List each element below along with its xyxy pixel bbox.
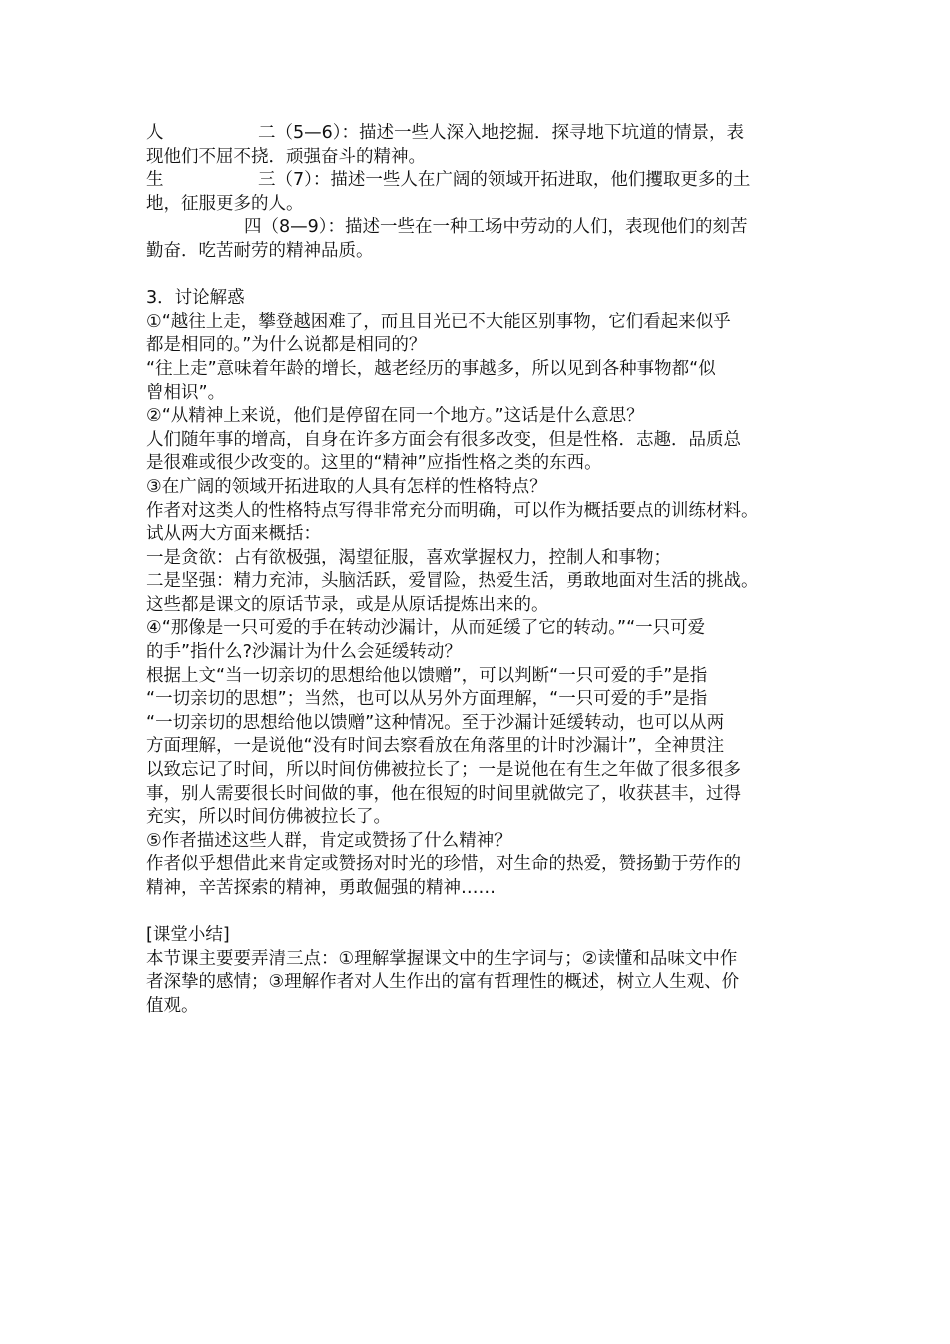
outline-part-2 xyxy=(146,122,816,146)
text-line: ②“从精神上来说，他们是停留在同一个地方。”这话是什么意思？ xyxy=(146,406,644,427)
text-line: 作者似乎想借此来肯定或赞扬对时光的珍惜，对生命的热爱，赞扬勤于劳作的 xyxy=(146,854,741,875)
text-line: 这些都是课文的原话节录，或是从原话提炼出来的。 xyxy=(146,594,549,615)
outline-side-label: 人 xyxy=(146,123,164,143)
outline-text: 三（7）：描述一些人在广阔的领域开拓进取，他们攫取更多的土 xyxy=(258,170,751,191)
summary-heading: [课堂小结] xyxy=(146,925,230,946)
outline-text-continued: 勤奋．吃苦耐劳的精神品质。 xyxy=(146,240,374,261)
text-line: ⑤作者描述这些人群，肯定或赞扬了什么精神？ xyxy=(146,830,512,851)
text-line: 充实，所以时间仿佛被拉长了。 xyxy=(146,807,391,828)
structure-outline xyxy=(146,122,816,264)
text-line: 以致忘记了时间，所以时间仿佛被拉长了；一是说他在有生之年做了很多很多 xyxy=(146,760,741,781)
text-line: 都是相同的。”为什么说都是相同的？ xyxy=(146,335,427,356)
text-line: 者深挚的感情；③理解作者对人生作出的富有哲理性的概述，树立人生观、价 xyxy=(146,972,740,993)
text-line: 作者对这类人的性格特点写得非常充分而明确，可以作为概括要点的训练材料。 xyxy=(146,500,759,521)
outline-part-4: 四（8—9）：描述一些在一种工场中劳动的人们，表现他们的刻苦 xyxy=(244,217,748,238)
text-line: 是很难或很少改变的。这里的“精神”应指性格之类的东西。 xyxy=(146,453,602,474)
text-line: “一切亲切的思想给他以馈赠”这种情况。至于沙漏计延缓转动，也可以从两 xyxy=(146,712,725,733)
outline-text-continued: 现他们不屈不挠．顽强奋斗的精神。 xyxy=(146,146,426,167)
section-heading: 3．讨论解惑 xyxy=(146,288,245,309)
document-page xyxy=(146,122,816,1019)
text-line: ④“那像是一只可爱的手在转动沙漏计，从而延缓了它的转动。”“一只可爱 xyxy=(146,618,706,639)
text-line: 根据上文“当一切亲切的思想给他以馈赠”，可以判断“一只可爱的手”是指 xyxy=(146,665,708,686)
text-line: 精神，辛苦探索的精神，勇敢倔强的精神…… xyxy=(146,878,496,898)
discussion-body xyxy=(146,311,816,901)
text-line: 的手”指什么?沙漏计为什么会延缓转动？ xyxy=(146,642,462,663)
summary-body xyxy=(146,948,816,1019)
text-line: 本节课主要要弄清三点：①理解掌握课文中的生字词与；②读懂和品味文中作 xyxy=(146,948,738,969)
outline-text-continued: 地，征服更多的人。 xyxy=(146,193,304,214)
spacer xyxy=(146,264,816,288)
text-line: 一是贪欲：占有欲极强，渴望征服，喜欢掌握权力，控制人和事物； xyxy=(146,547,671,568)
text-line: “一切亲切的思想”；当然，也可以从另外方面理解，“一只可爱的手”是指 xyxy=(146,689,708,710)
outline-part-3 xyxy=(146,169,816,193)
text-line: 人们随年事的增高，自身在许多方面会有很多改变，但是性格．志趣．品质总 xyxy=(146,429,741,450)
text-line: 曾相识”。 xyxy=(146,382,226,403)
text-line: 方面理解，一是说他“没有时间去察看放在角落里的计时沙漏计”，全神贯注 xyxy=(146,736,725,757)
text-line: ①“越往上走，攀登越困难了，而且目光已不大能区别事物，它们看起来似乎 xyxy=(146,311,731,332)
text-line: ③在广阔的领域开拓进取的人具有怎样的性格特点？ xyxy=(146,476,547,497)
spacer xyxy=(146,901,816,925)
text-line: 试从两大方面来概括： xyxy=(146,524,321,545)
text-line: 二是坚强：精力充沛，头脑活跃，爱冒险，热爱生活，勇敢地面对生活的挑战。 xyxy=(146,571,759,592)
text-line: 值观。 xyxy=(146,995,199,1016)
text-line: “往上走”意味着年龄的增长，越老经历的事越多，所以见到各种事物都“似 xyxy=(146,358,716,379)
outline-text: 二（5—6）：描述一些人深入地挖掘．探寻地下坑道的情景，表 xyxy=(258,123,745,143)
text-line: 事，别人需要很长时间做的事，他在很短的时间里就做完了，收获甚丰，过得 xyxy=(146,783,741,804)
outline-side-label: 生 xyxy=(146,170,164,191)
